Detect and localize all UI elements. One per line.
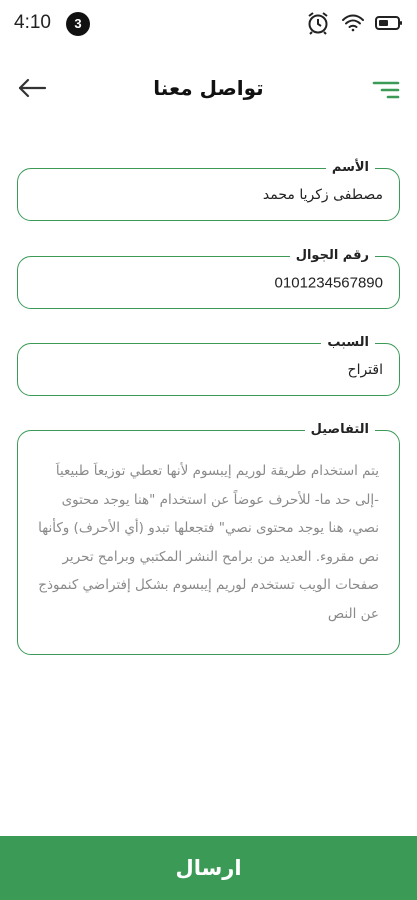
wifi-icon [341, 13, 365, 33]
battery-icon [375, 15, 403, 31]
alarm-icon [305, 10, 331, 36]
page-title: تواصل معنا [153, 76, 264, 100]
app-bar [0, 64, 417, 116]
phone-field [17, 248, 400, 309]
details-label: التفاصيل [305, 420, 375, 440]
reason-label: السبب [321, 333, 375, 353]
notification-badge: 3 [66, 12, 90, 36]
reason-field [17, 335, 400, 396]
status-bar [0, 0, 417, 50]
status-icons [305, 10, 403, 36]
details-field [17, 422, 400, 655]
status-time: 4:10 [14, 12, 51, 33]
name-label: الأسم [326, 158, 375, 178]
name-input[interactable] [34, 187, 383, 203]
menu-button[interactable] [371, 78, 403, 104]
menu-icon [371, 87, 401, 106]
name-field [17, 160, 400, 221]
details-textarea[interactable]: يتم استخدام طريقة لوريم إيبسوم لأنها تعطي توزيعاَ طبيعياَ -إلى حد ما- للأحرف عوضاً عن استخدام "هنا يوجد محتوى نصي، هنا يوجد محتوى نصي" فتجعلها تبدو (أي الأحرف) وكأنها نص مقروء. العديد من برامح النشر المكتبي وبرامح تحرير صفحات الويب تستخدم لوريم إيبسوم بشكل إفتراضي كنموذج عن النص [38, 463, 379, 622]
reason-input[interactable] [34, 362, 383, 378]
submit-button[interactable]: ارسال [0, 836, 417, 900]
phone-input[interactable] [34, 274, 383, 291]
phone-label: رقم الجوال [290, 246, 375, 266]
